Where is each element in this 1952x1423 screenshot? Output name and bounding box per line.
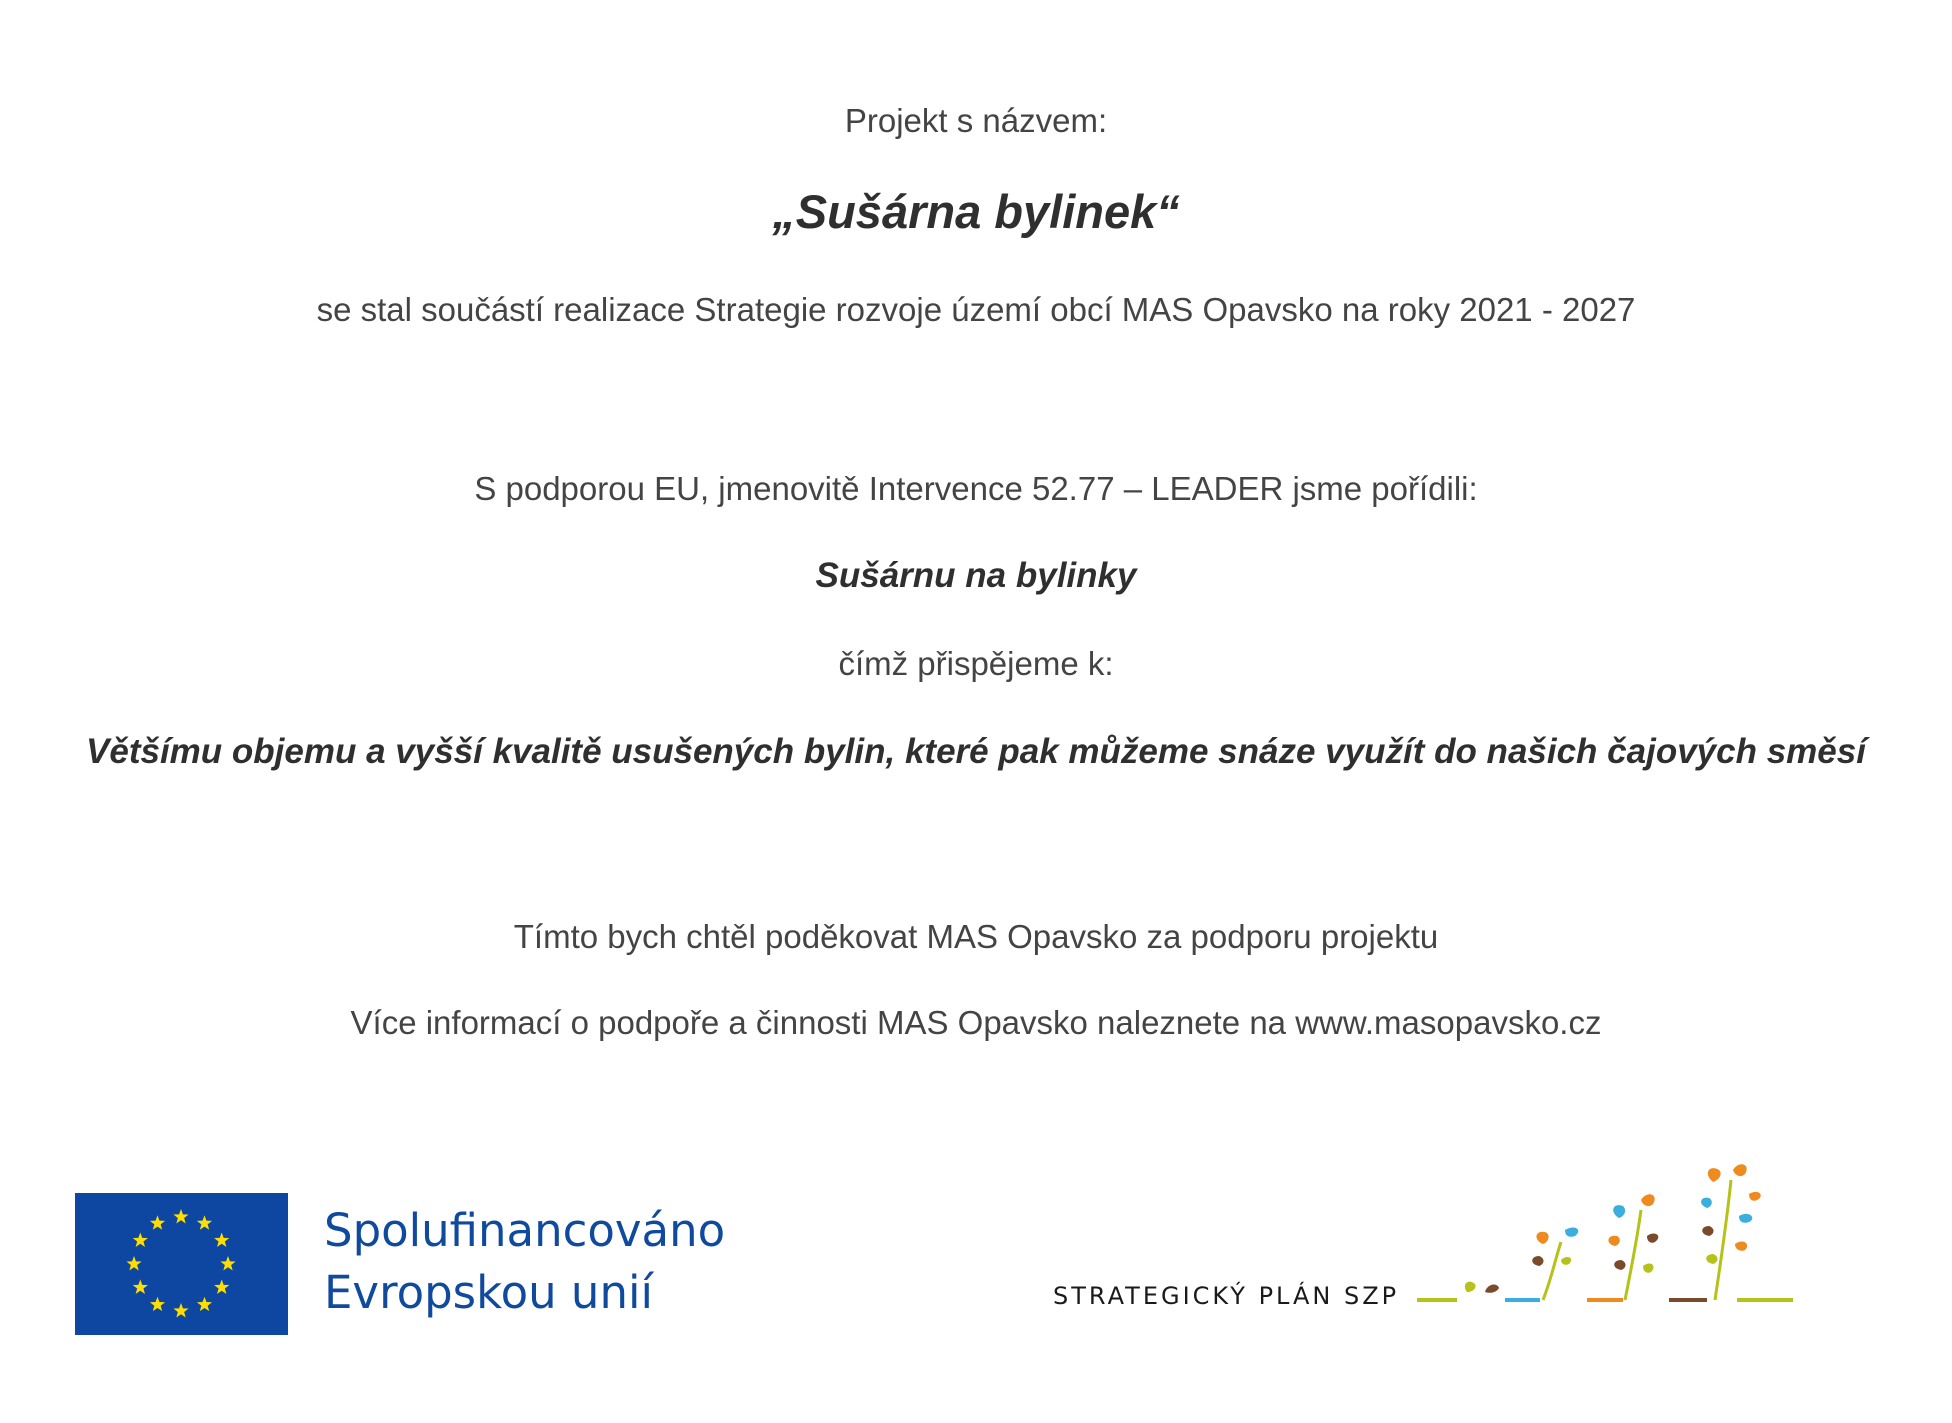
- eu-star-icon: [133, 1280, 148, 1294]
- szp-sprouts-icon: [1415, 1160, 1795, 1318]
- eu-star-icon: [173, 1303, 188, 1317]
- eu-star-icon: [197, 1215, 212, 1229]
- strategy-line: se stal součástí realizace Strategie rozvoje území obcí MAS Opavsko na roky 2021 - 2027: [316, 291, 1636, 328]
- eu-star-icon: [150, 1297, 165, 1311]
- eu-flag-icon: [75, 1193, 288, 1335]
- szp-label: STRATEGICKÝ PLÁN SZP: [1053, 1282, 1400, 1310]
- acquired-item: Sušárnu na bylinky: [815, 556, 1137, 595]
- eu-star-icon: [150, 1215, 165, 1229]
- thanks-line: Tímto bych chtěl poděkovat MAS Opavsko za podporu projektu: [513, 918, 1439, 955]
- eu-star-icon: [197, 1297, 212, 1311]
- project-title: „Sušárna bylinek“: [772, 185, 1180, 238]
- eu-star-icon: [214, 1233, 229, 1247]
- eu-star-icon: [220, 1256, 235, 1270]
- contribution-text: Většímu objemu a vyšší kvalitě usušených bylin, které pak můžeme snáze využít do našich čajových směsí: [86, 732, 1866, 771]
- eu-star-icon: [133, 1233, 148, 1247]
- eu-star-icon: [214, 1280, 229, 1294]
- project-intro: Projekt s názvem:: [844, 102, 1108, 139]
- support-line: S podporou EU, jmenovitě Intervence 52.77 – LEADER jsme pořídili:: [474, 470, 1478, 507]
- eu-cofinancing-label: [324, 1200, 725, 1324]
- contribution-intro: čímž přispějeme k:: [838, 645, 1114, 682]
- eu-star-icon: [173, 1209, 188, 1223]
- info-line: Více informací o podpoře a činnosti MAS Opavsko naleznete na www.masopavsko.cz: [350, 1004, 1602, 1041]
- eu-label-line1: Spolufinancováno: [324, 1204, 726, 1257]
- eu-star-icon: [126, 1256, 141, 1270]
- eu-label-line2: Evropskou unií: [324, 1266, 653, 1319]
